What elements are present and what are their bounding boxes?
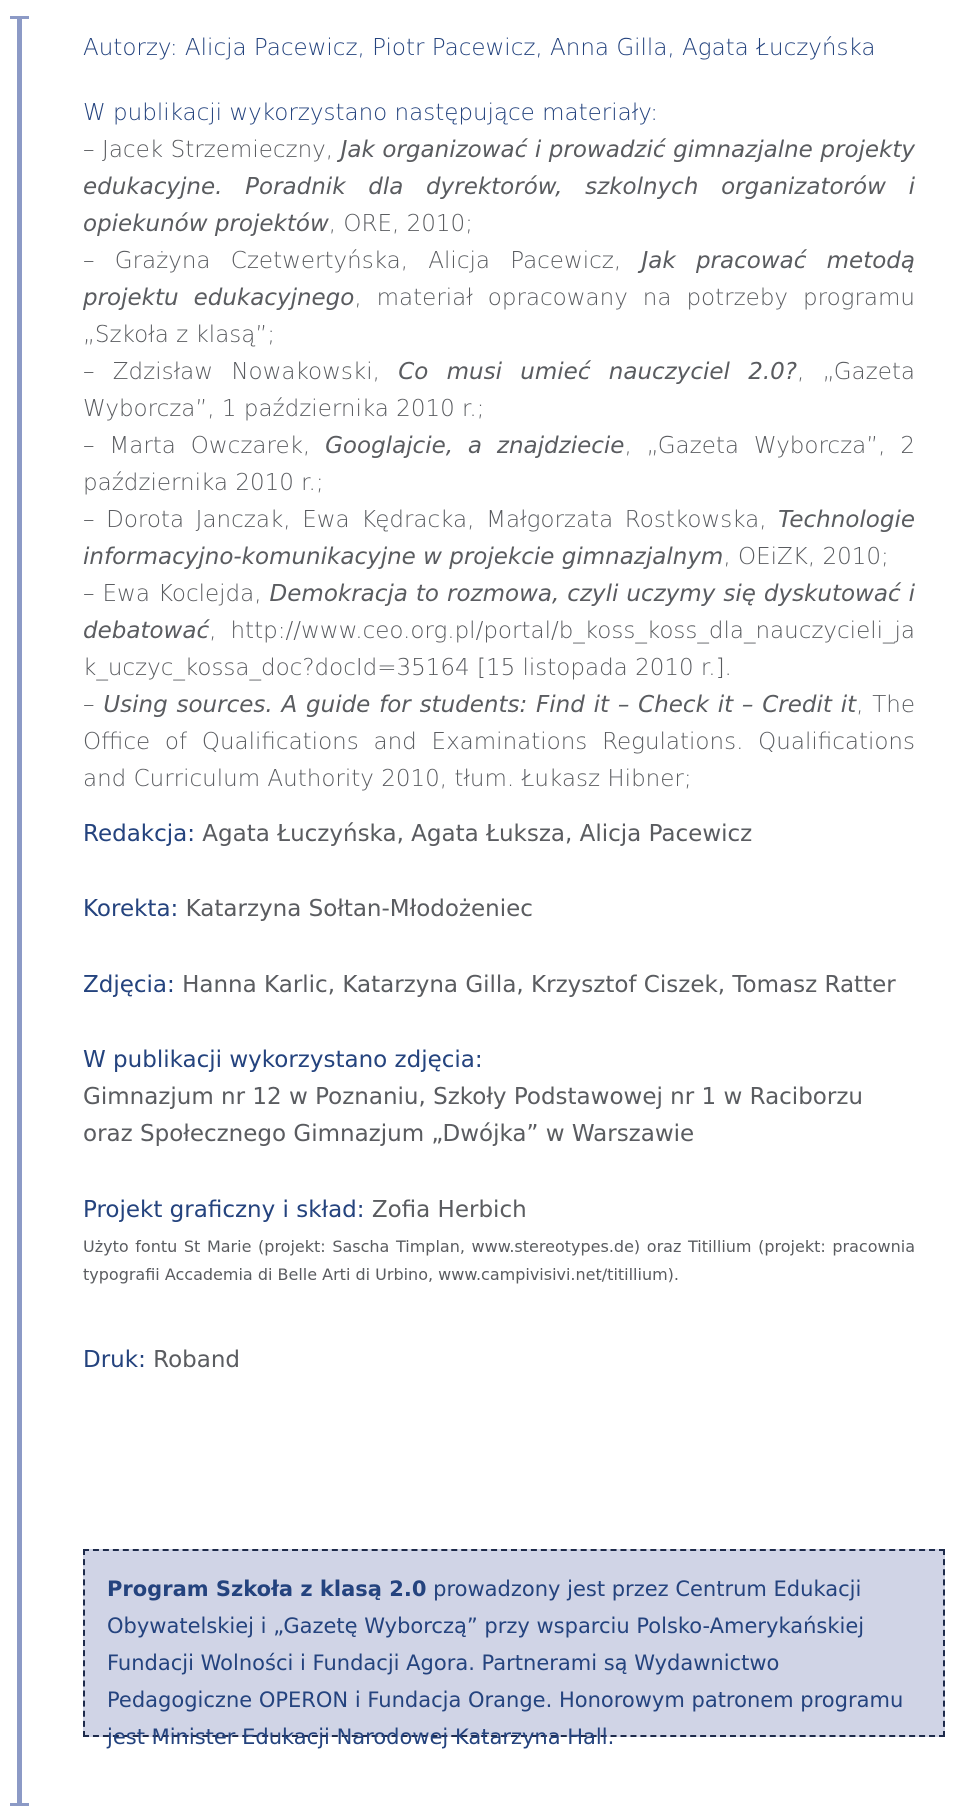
materials-list bbox=[83, 132, 915, 798]
main-content bbox=[83, 30, 915, 798]
program-info-box bbox=[83, 1549, 945, 1749]
credit-value: Katarzyna Sołtan-Młodożeniec bbox=[178, 896, 533, 922]
font-credit-note: Użyto fontu St Marie (projekt: Sascha Timplan, www.stereotypes.de) oraz Titillium (projekt: pracownia typografii Accademia di Belle Arti di Urbino, www.campivisivi.net/titillium). bbox=[83, 1237, 915, 1284]
credit-zdjecia bbox=[83, 967, 915, 1004]
material-item: – Using sources. A guide for students: Find it – Check it – Credit it, The Office of Qualifications and Examinations Regulations. Qualifications and Curriculum Authority 2010, tłum. Łukasz Hibner; bbox=[83, 692, 916, 792]
material-item: – Zdzisław Nowakowski, Co musi umieć nauczyciel 2.0?, „Gazeta Wyborcza”, 1 października 2010 r.; bbox=[83, 359, 915, 422]
material-item: – Grażyna Czetwertyńska, Alicja Pacewicz, Jak pracować metodą projektu edukacyjnego, materiał opracowany na potrzeby programu „Szkoła z klasą”; bbox=[83, 248, 915, 348]
credit-druk bbox=[83, 1342, 915, 1379]
credit-value: Zofia Herbich bbox=[364, 1197, 527, 1223]
credit-label: Projekt graficzny i skład: bbox=[83, 1197, 365, 1223]
credit-label: Druk: bbox=[83, 1347, 146, 1373]
credit-projekt bbox=[83, 1192, 915, 1229]
photos-line: Gimnazjum nr 12 w Poznaniu, Szkoły Podstawowej nr 1 w Raciborzu bbox=[83, 1084, 863, 1110]
material-item: – Jacek Strzemieczny, Jak organizować i prowadzić gimnazjalne projekty edukacyjne. Poradnik dla dyrektorów, szkolnych organizatorów i opiekunów projektów, ORE, 2010; bbox=[83, 137, 916, 237]
credit-redakcja bbox=[83, 816, 915, 853]
credit-value: Hanna Karlic, Katarzyna Gilla, Krzysztof Ciszek, Tomasz Ratter bbox=[174, 972, 896, 998]
materials-heading: W publikacji wykorzystano następujące materiały: bbox=[83, 100, 658, 126]
photos-line: oraz Społecznego Gimnazjum „Dwójka” w Warszawie bbox=[83, 1121, 695, 1147]
credit-value: Agata Łuczyńska, Agata Łuksza, Alicja Pacewicz bbox=[195, 821, 753, 847]
authors-line: Autorzy: Alicja Pacewicz, Piotr Pacewicz, Anna Gilla, Agata Łuczyńska bbox=[83, 35, 876, 61]
left-margin-rule bbox=[17, 16, 22, 1806]
credit-value: Roband bbox=[145, 1347, 241, 1373]
program-info-text: Program Szkoła z klasą 2.0 prowadzony jest przez Centrum Edukacji Obywatelskiej i „Gazetę Wyborczą” przy wsparciu Polsko-Amerykańskiej Fundacji Wolności i Fundacji Agora. Partnerami są Wydawnictwo Pedagogiczne OPERON i Fundacja Orange. Honorowym patronem programu jest Minister Edukacji Narodowej Katarzyna Hall. bbox=[107, 1577, 904, 1749]
material-item: – Marta Owczarek, Googlajcie, a znajdziecie, „Gazeta Wyborcza”, 2 października 2010 r.; bbox=[83, 433, 915, 496]
credit-photos bbox=[83, 1042, 915, 1153]
material-item: – Ewa Koclejda, Demokracja to rozmowa, czyli uczymy się dyskutować i debatować, http://www.ceo.org.pl/portal/b_koss_koss_dla_nauczycieli_jak_uczyc_kossa_doc?docId=35164 [15 listopada 2010 r.]. bbox=[83, 581, 915, 681]
credit-label: Korekta: bbox=[83, 896, 179, 922]
credit-korekta bbox=[83, 891, 915, 928]
left-margin-rule-top-cap bbox=[10, 16, 29, 19]
program-name: Program Szkoła z klasą 2.0 bbox=[107, 1577, 427, 1601]
material-item: – Dorota Janczak, Ewa Kędracka, Małgorzata Rostkowska, Technologie informacyjno-komunikacyjne w projekcie gimnazjalnym, OEiZK, 2010; bbox=[83, 507, 915, 570]
photos-heading: W publikacji wykorzystano zdjęcia: bbox=[83, 1047, 483, 1073]
credit-label: Redakcja: bbox=[83, 821, 195, 847]
credit-label: Zdjęcia: bbox=[83, 972, 175, 998]
left-margin-rule-bottom-cap bbox=[10, 1803, 29, 1806]
